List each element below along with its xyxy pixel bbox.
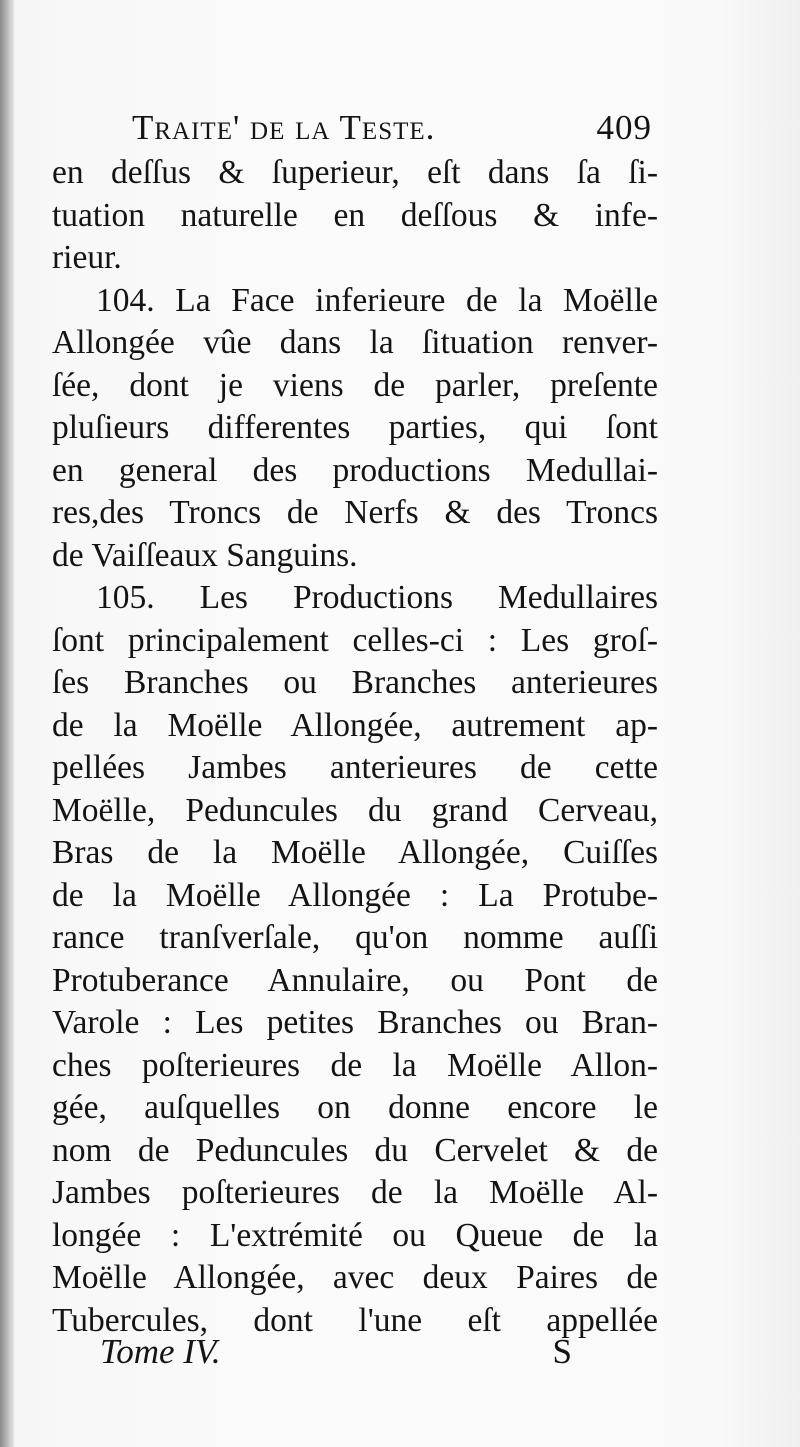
text-line: Tubercules, dont l'une eſt appellée xyxy=(52,1301,658,1339)
text-line: de Vaiſſeaux Sanguins. xyxy=(52,536,358,574)
text-line: Bras de la Moëlle Allongée, Cuiſſes xyxy=(52,834,658,871)
text-line: nom de Peduncules du Cervelet & de xyxy=(52,1131,658,1169)
text-line: pluſieurs differentes parties, qui ſont xyxy=(52,409,658,446)
text-line: res,des Troncs de Nerfs & des Troncs xyxy=(52,494,658,531)
text-line: Moëlle Allongée, avec deux Paires de xyxy=(52,1259,658,1296)
text-line: rieur. xyxy=(52,239,122,276)
text-line: rance tranſverſale, qu'on nomme auſſi xyxy=(52,919,658,956)
text-line: Moëlle, Peduncules du grand Cerveau, xyxy=(52,791,658,829)
text-line: de la Moëlle Allongée : La Protube- xyxy=(52,876,658,914)
text-line: pellées Jambes anterieures de cette xyxy=(52,749,658,786)
page-footer xyxy=(100,1332,572,1376)
page-number: 409 xyxy=(596,108,652,147)
page-gutter-shadow xyxy=(0,0,14,1447)
text-line: en deſſus & ſuperieur, eſt dans ſa ſi- xyxy=(52,154,658,191)
volume-mark: Tome IV. xyxy=(100,1332,221,1371)
running-header xyxy=(132,108,652,152)
text-line: Allongée vûe dans la ſituation renver- xyxy=(52,324,658,361)
text-line: de la Moëlle Allongée, autrement ap- xyxy=(52,706,658,744)
running-title: Traite' de la Teste. xyxy=(132,108,436,147)
text-line: Protuberance Annulaire, ou Pont de xyxy=(52,961,658,999)
text-line: ſont principalement celles-ci : Les groſ- xyxy=(52,621,658,659)
text-line: longée : L'extrémité ou Queue de la xyxy=(52,1216,658,1254)
paragraph-start-104: 104. La Face inferieure de la Moëlle xyxy=(96,281,658,319)
text-line: tuation naturelle en deſſous & infe- xyxy=(52,196,658,234)
signature-mark: S xyxy=(552,1332,572,1371)
text-line: Jambes poſterieures de la Moëlle Al- xyxy=(52,1174,658,1211)
text-line: gée, auſquelles on donne encore le xyxy=(52,1089,658,1126)
paragraph-start-105: 105. Les Productions Medullaires xyxy=(96,579,658,616)
text-line: ſée, dont je viens de parler, preſente xyxy=(52,366,658,404)
text-line: ches poſterieures de la Moëlle Allon- xyxy=(52,1046,658,1084)
text-line: ſes Branches ou Branches anterieures xyxy=(52,664,658,701)
text-line: en general des productions Medullai- xyxy=(52,451,658,489)
text-line: Varole : Les petites Branches ou Bran- xyxy=(52,1004,658,1041)
body-text xyxy=(52,152,658,1342)
